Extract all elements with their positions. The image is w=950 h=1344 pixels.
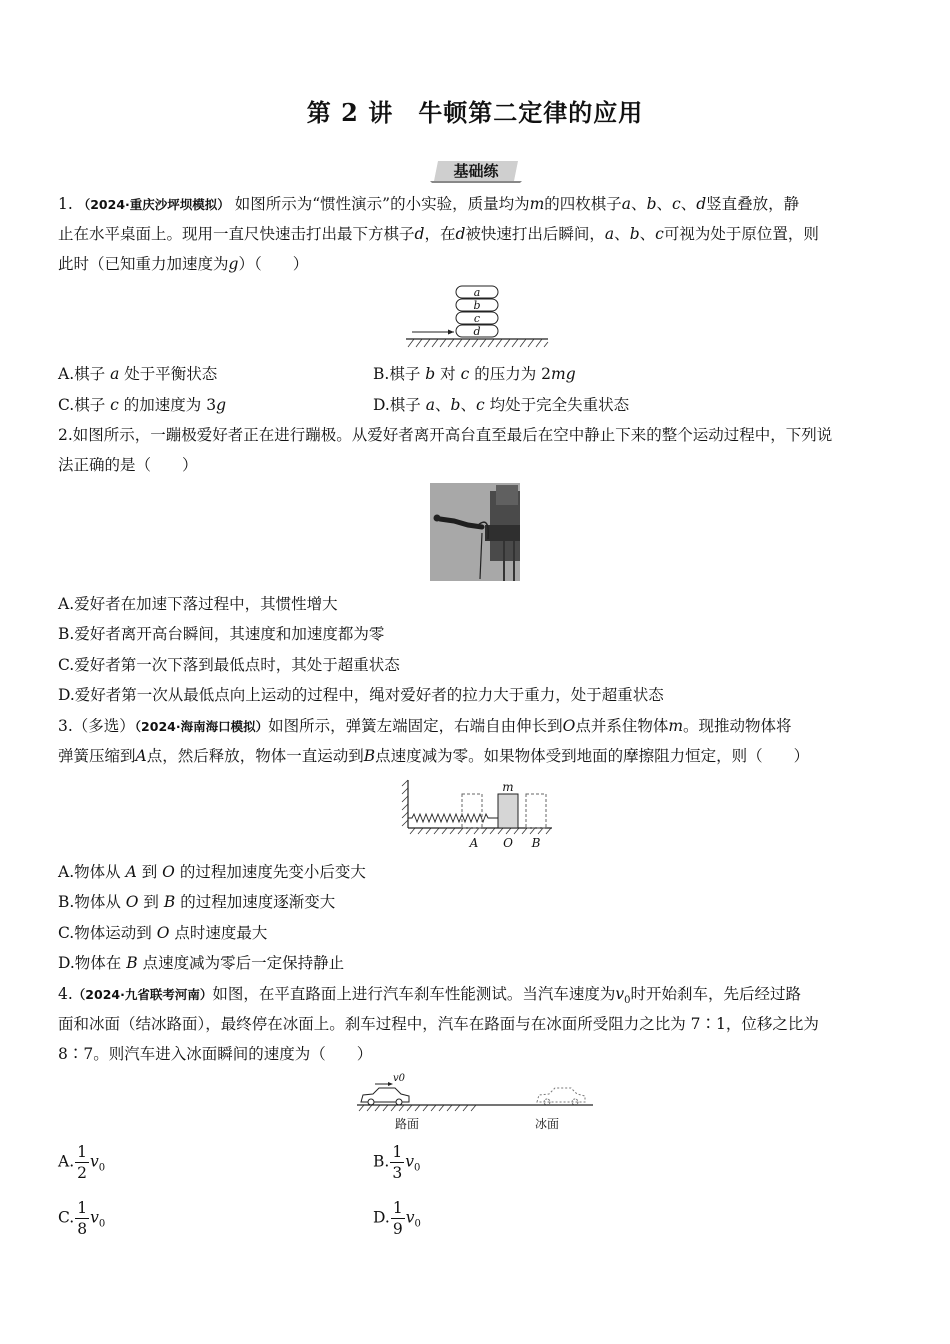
q3-spring-figure [400,778,556,852]
q1-option-b[interactable]: B.棋子 b 对 c 的压力为 2mg [373,365,576,383]
section-title: 基础练 [453,162,499,180]
label-c: c [473,312,481,325]
q2-line-2: 法正确的是（ ） [58,456,198,474]
q4-line-3: 8∶7。则汽车进入冰面瞬间的速度为（ ） [58,1045,373,1063]
q3-option-d[interactable]: D.物体在 B 点速度减为零后一定保持静止 [58,954,345,972]
q1-option-d[interactable]: D.棋子 a、b、c 均处于完全失重状态 [373,396,630,414]
q1-line-3: 此时（已知重力加速度为g）（ ） [58,255,309,273]
section-banner [430,159,522,183]
spring [408,814,498,822]
q2-line-1: 2.如图所示，一蹦极爱好者正在进行蹦极。从爱好者离开高台直至最后在空中静止下来的整个运动过程中，下列说 [58,426,833,444]
label-d: d [473,325,481,338]
q4-line-1: 4.（2024·九省联考河南）如图，在平直路面上进行汽车刹车性能测试。当汽车速度为$v_0$时开始刹车，先后经过路 [58,985,802,1007]
page-title: 第 2 讲 牛顿第二定律的应用 [306,98,644,127]
label-ice: 冰面 [534,1117,560,1131]
q4-option-d[interactable]: D. $\frac{1}{9}$ $v_0$ [373,1199,421,1238]
q1-line-2: 止在水平桌面上。现用一直尺快速击打出最下方棋子d，在d被快速打出后瞬间，a、b、c可视为处于原位置，则 [58,225,819,243]
q3-option-a[interactable]: A.物体从 A 到 O 的过程加速度先变小后变大 [58,863,366,881]
q2-option-b[interactable]: B.爱好者离开高台瞬间，其速度和加速度都为零 [58,625,385,643]
q4-option-b[interactable]: B. $\frac{1}{3}$ $v_0$ [373,1143,421,1182]
bungee-photo-drawing [430,483,520,581]
bungee-photo [430,483,520,581]
q4-option-c[interactable]: C. $\frac{1}{8}$ $v_0$ [58,1199,106,1238]
q4-source: （2024·九省联考河南） [72,987,213,1002]
q4-line-2: 面和冰面（结冰路面），最终停在冰面上。刹车过程中，汽车在路面与在冰面所受阻力之比为 7∶1，位移之比为 [58,1015,819,1033]
label-B: B [531,836,541,850]
q1-chess-figure [404,284,550,350]
q3-line-2: 弹簧压缩到A点，然后释放，物体一直运动到B点速度减为零。如果物体受到地面的摩擦阻力恒定，则（ ） [58,747,810,765]
q1-source: （2024·重庆沙坪坝模拟） [77,197,230,212]
q3-option-c[interactable]: C.物体运动到 O 点时速度最大 [58,924,268,942]
label-O: O [503,836,513,850]
label-a: a [473,286,481,299]
block-at-B [526,794,546,828]
q1-line-1: 1. （2024·重庆沙坪坝模拟） 如图所示为“惯性演示”的小实验，质量均为m的四枚棋子a、b、c、d竖直叠放，静 [58,195,800,213]
label-b: b [473,299,481,312]
q2-option-d[interactable]: D.爱好者第一次从最低点向上运动的过程中，绳对爱好者的拉力大于重力，处于超重状态 [58,686,664,704]
q4-car-figure [355,1070,595,1134]
q2-option-a[interactable]: A.爱好者在加速下落过程中，其惯性增大 [58,595,338,613]
q3-line-1: 3.（多选）（2024·海南海口模拟）如图所示，弹簧左端固定，右端自由伸长到O点并系住物体m。现推动物体将 [58,717,792,735]
q1-option-a[interactable]: A.棋子 a 处于平衡状态 [58,365,218,383]
q2-option-c[interactable]: C.爱好者第一次下落到最低点时，其处于超重状态 [58,656,400,674]
q3-source: （2024·海南海口模拟） [134,719,269,734]
label-A: A [469,836,479,850]
label-road: 路面 [394,1117,420,1131]
q4-option-a[interactable]: A. $\frac{1}{2}$ $v_0$ [58,1143,106,1182]
label-v0: v0 [393,1073,406,1084]
q3-option-b[interactable]: B.物体从 O 到 B 的过程加速度逐渐变大 [58,893,336,911]
label-m: m [502,780,514,794]
block-m [498,794,518,828]
q1-option-c[interactable]: C.棋子 c 的加速度为 3g [58,396,227,414]
